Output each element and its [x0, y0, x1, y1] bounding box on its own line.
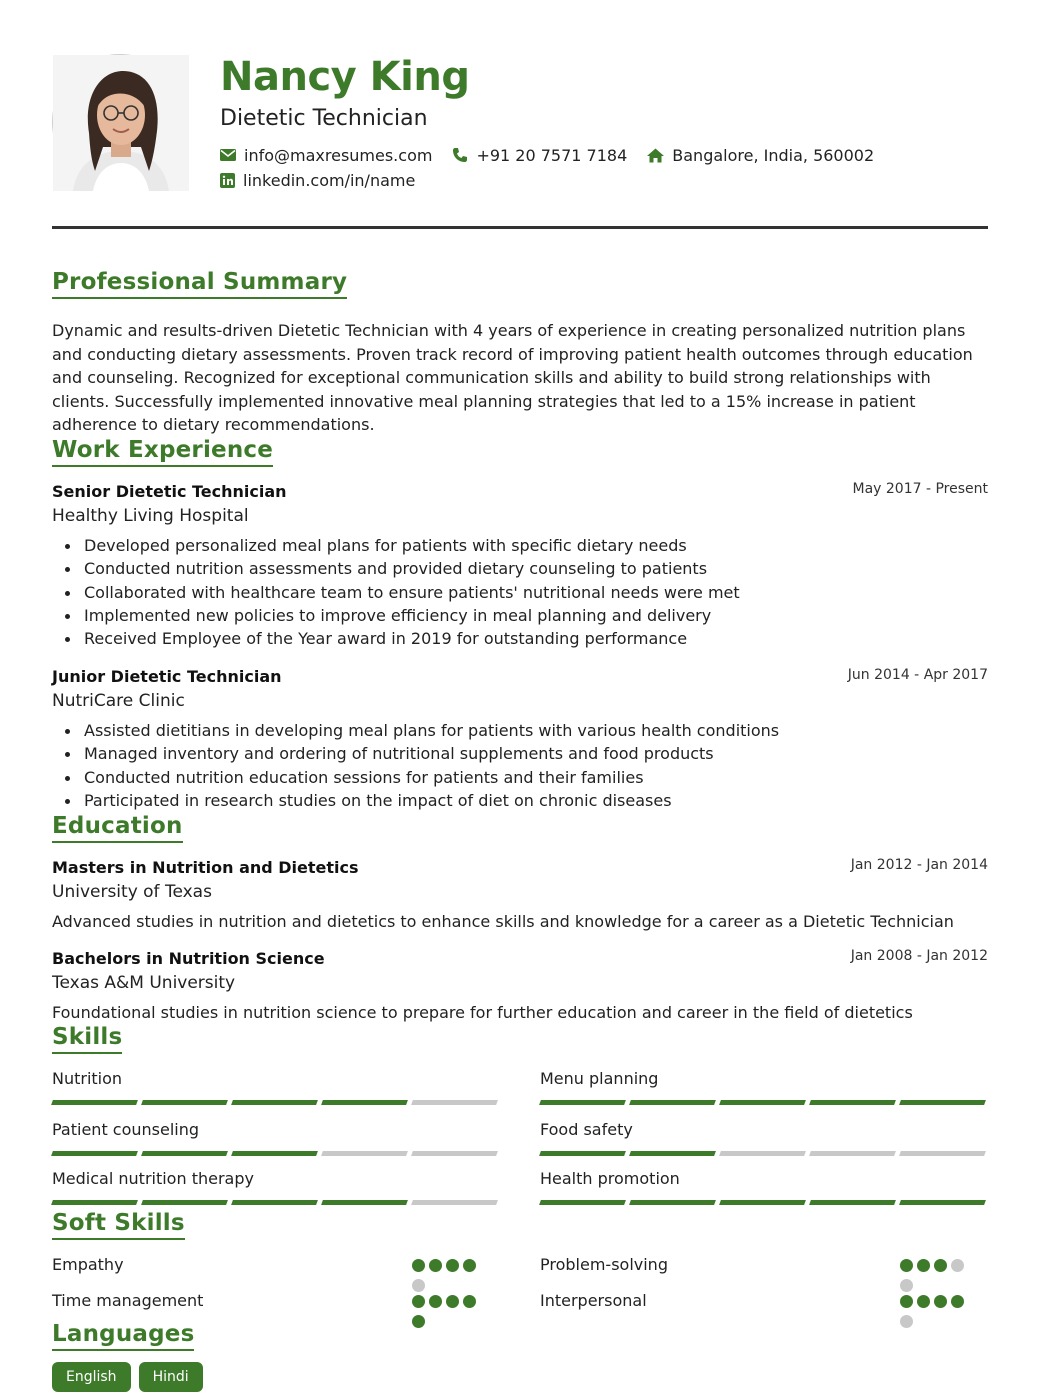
- rating-dot: [463, 1295, 476, 1308]
- language-tag: English: [52, 1362, 131, 1392]
- contact-linkedin[interactable]: [220, 171, 415, 190]
- skill-level-segment: [719, 1200, 806, 1205]
- rating-dot: [429, 1259, 442, 1272]
- rating-dot: [900, 1315, 913, 1328]
- languages-heading: Languages: [52, 1320, 194, 1351]
- skill-level-segment: [539, 1151, 626, 1156]
- skill-level-bar: [540, 1200, 988, 1205]
- linkedin-text: linkedin.com/in/name: [243, 170, 416, 190]
- soft-skill-name: Time management: [52, 1291, 204, 1310]
- portrait-illustration: [53, 55, 189, 191]
- skill-level-segment: [899, 1151, 986, 1156]
- job-title: Senior Dietetic Technician: [52, 482, 287, 501]
- soft-skill-item: [540, 1290, 988, 1320]
- linkedin-icon: [220, 173, 235, 188]
- skill-level-segment: [629, 1200, 716, 1205]
- soft-skill-item: [52, 1254, 500, 1284]
- rating-dot: [446, 1295, 459, 1308]
- skill-item: [52, 1068, 500, 1105]
- skill-level-bar: [540, 1151, 988, 1156]
- summary-text: Dynamic and results-driven Dietetic Technician with 4 years of experience in creating personalized nutrition plans and conducting dietary assessments. Proven track record of improving patient health outcomes through education and counseling. Recognized for exceptional communication skills and ability to build strong relationships with clients. Successfully implemented innovative meal planning strategies that led to a 15% increase in patient adherence to dietary recommendations.: [52, 321, 973, 434]
- skill-level-segment: [411, 1100, 498, 1105]
- job-bullet: Implemented new policies to improve efficiency in meal planning and delivery: [84, 604, 964, 627]
- school-name: University of Texas: [52, 882, 212, 902]
- rating-dot: [463, 1259, 476, 1272]
- skill-level-segment: [411, 1151, 498, 1156]
- contact-location: [647, 146, 874, 165]
- job-employer: Healthy Living Hospital: [52, 506, 249, 526]
- soft-skills-heading: Soft Skills: [52, 1209, 185, 1240]
- envelope-icon: [220, 148, 236, 162]
- job-bullets: [84, 534, 964, 650]
- skill-item: [540, 1168, 988, 1205]
- rating-dot: [412, 1295, 425, 1308]
- skill-level-segment: [629, 1151, 716, 1156]
- skill-level-segment: [231, 1151, 318, 1156]
- degree-dates: Jan 2008 - Jan 2012: [850, 948, 988, 964]
- skill-level-segment: [231, 1200, 318, 1205]
- degree-description: Foundational studies in nutrition science to prepare for further education and career in the field of dietetics: [52, 1003, 913, 1022]
- skill-level-bar: [52, 1200, 500, 1205]
- skill-level-segment: [51, 1200, 138, 1205]
- rating-dot: [934, 1259, 947, 1272]
- skill-level-bar: [52, 1151, 500, 1156]
- job-dates: May 2017 - Present: [852, 481, 988, 497]
- skill-name: Patient counseling: [52, 1120, 200, 1139]
- rating-dot: [951, 1259, 964, 1272]
- skill-item: [540, 1119, 988, 1156]
- email-text: info@maxresumes.com: [244, 145, 433, 165]
- soft-skill-item: [540, 1254, 988, 1284]
- soft-skill-rating: [412, 1295, 492, 1328]
- contact-info: [220, 144, 894, 194]
- skill-level-segment: [51, 1151, 138, 1156]
- rating-dot: [900, 1295, 913, 1308]
- skill-level-segment: [411, 1200, 498, 1205]
- location-text: Bangalore, India, 560002: [672, 145, 875, 165]
- job-bullet: Managed inventory and ordering of nutritional supplements and food products: [84, 742, 964, 765]
- language-tags: [52, 1362, 203, 1392]
- skill-item: [52, 1168, 500, 1205]
- job-bullet: Assisted dietitians in developing meal plans for patients with various health conditions: [84, 719, 964, 742]
- job-bullet: Conducted nutrition education sessions for patients and their families: [84, 766, 964, 789]
- skill-level-segment: [809, 1200, 896, 1205]
- rating-dot: [917, 1259, 930, 1272]
- school-name: Texas A&M University: [52, 973, 236, 993]
- soft-skill-name: Empathy: [52, 1255, 124, 1274]
- job-title: Junior Dietetic Technician: [52, 667, 282, 686]
- soft-skill-rating: [900, 1295, 980, 1328]
- candidate-title: Dietetic Technician: [220, 106, 428, 131]
- rating-dot: [446, 1259, 459, 1272]
- experience-heading: Work Experience: [52, 436, 273, 467]
- skill-level-bar: [52, 1100, 500, 1105]
- rating-dot: [934, 1295, 947, 1308]
- skill-level-segment: [321, 1100, 408, 1105]
- skill-level-segment: [321, 1151, 408, 1156]
- job-bullet: Participated in research studies on the impact of diet on chronic diseases: [84, 789, 964, 812]
- skills-heading: Skills: [52, 1023, 122, 1054]
- skill-level-segment: [719, 1100, 806, 1105]
- soft-skill-rating: [412, 1259, 492, 1292]
- skill-level-segment: [539, 1100, 626, 1105]
- rating-dot: [412, 1259, 425, 1272]
- education-heading: Education: [52, 812, 183, 843]
- skill-name: Medical nutrition therapy: [52, 1169, 254, 1188]
- skill-level-segment: [899, 1200, 986, 1205]
- profile-photo: [52, 54, 188, 190]
- skill-item: [52, 1119, 500, 1156]
- soft-skill-item: [52, 1290, 500, 1320]
- language-tag: Hindi: [139, 1362, 203, 1392]
- skill-level-segment: [629, 1100, 716, 1105]
- skill-level-segment: [539, 1200, 626, 1205]
- skill-level-segment: [321, 1200, 408, 1205]
- job-bullet: Developed personalized meal plans for patients with specific dietary needs: [84, 534, 964, 557]
- job-bullet: Collaborated with healthcare team to ensure patients' nutritional needs were met: [84, 581, 964, 604]
- header-divider: [52, 226, 988, 229]
- degree-description: Advanced studies in nutrition and dietetics to enhance skills and knowledge for a career as a Dietetic Technician: [52, 912, 954, 931]
- skill-level-segment: [231, 1100, 318, 1105]
- job-employer: NutriCare Clinic: [52, 691, 185, 711]
- skill-level-segment: [51, 1100, 138, 1105]
- rating-dot: [951, 1295, 964, 1308]
- rating-dot: [412, 1315, 425, 1328]
- degree-title: Bachelors in Nutrition Science: [52, 949, 325, 968]
- job-bullet: Received Employee of the Year award in 2019 for outstanding performance: [84, 627, 964, 650]
- skill-item: [540, 1068, 988, 1105]
- skill-name: Health promotion: [540, 1169, 680, 1188]
- skill-level-segment: [809, 1151, 896, 1156]
- summary-heading: Professional Summary: [52, 268, 347, 299]
- contact-email[interactable]: [220, 146, 432, 165]
- skill-name: Menu planning: [540, 1069, 659, 1088]
- skill-name: Nutrition: [52, 1069, 123, 1088]
- contact-phone[interactable]: [452, 146, 627, 165]
- job-bullets: [84, 719, 964, 812]
- rating-dot: [900, 1259, 913, 1272]
- skill-level-segment: [141, 1200, 228, 1205]
- skill-level-bar: [540, 1100, 988, 1105]
- soft-skill-name: Problem-solving: [540, 1255, 668, 1274]
- soft-skill-rating: [900, 1259, 980, 1292]
- phone-icon: [452, 147, 468, 163]
- degree-dates: Jan 2012 - Jan 2014: [850, 857, 988, 873]
- phone-text: +91 20 7571 7184: [476, 145, 628, 165]
- skill-level-segment: [899, 1100, 986, 1105]
- rating-dot: [917, 1295, 930, 1308]
- skill-level-segment: [719, 1151, 806, 1156]
- skill-level-segment: [141, 1100, 228, 1105]
- degree-title: Masters in Nutrition and Dietetics: [52, 858, 359, 877]
- rating-dot: [429, 1295, 442, 1308]
- soft-skill-name: Interpersonal: [540, 1291, 647, 1310]
- candidate-name: Nancy King: [220, 54, 470, 100]
- job-bullet: Conducted nutrition assessments and provided dietary counseling to patients: [84, 557, 964, 580]
- skill-level-segment: [141, 1151, 228, 1156]
- skill-name: Food safety: [540, 1120, 633, 1139]
- skill-level-segment: [809, 1100, 896, 1105]
- home-icon: [647, 148, 664, 163]
- resume-header: [52, 54, 988, 194]
- job-dates: Jun 2014 - Apr 2017: [847, 667, 988, 683]
